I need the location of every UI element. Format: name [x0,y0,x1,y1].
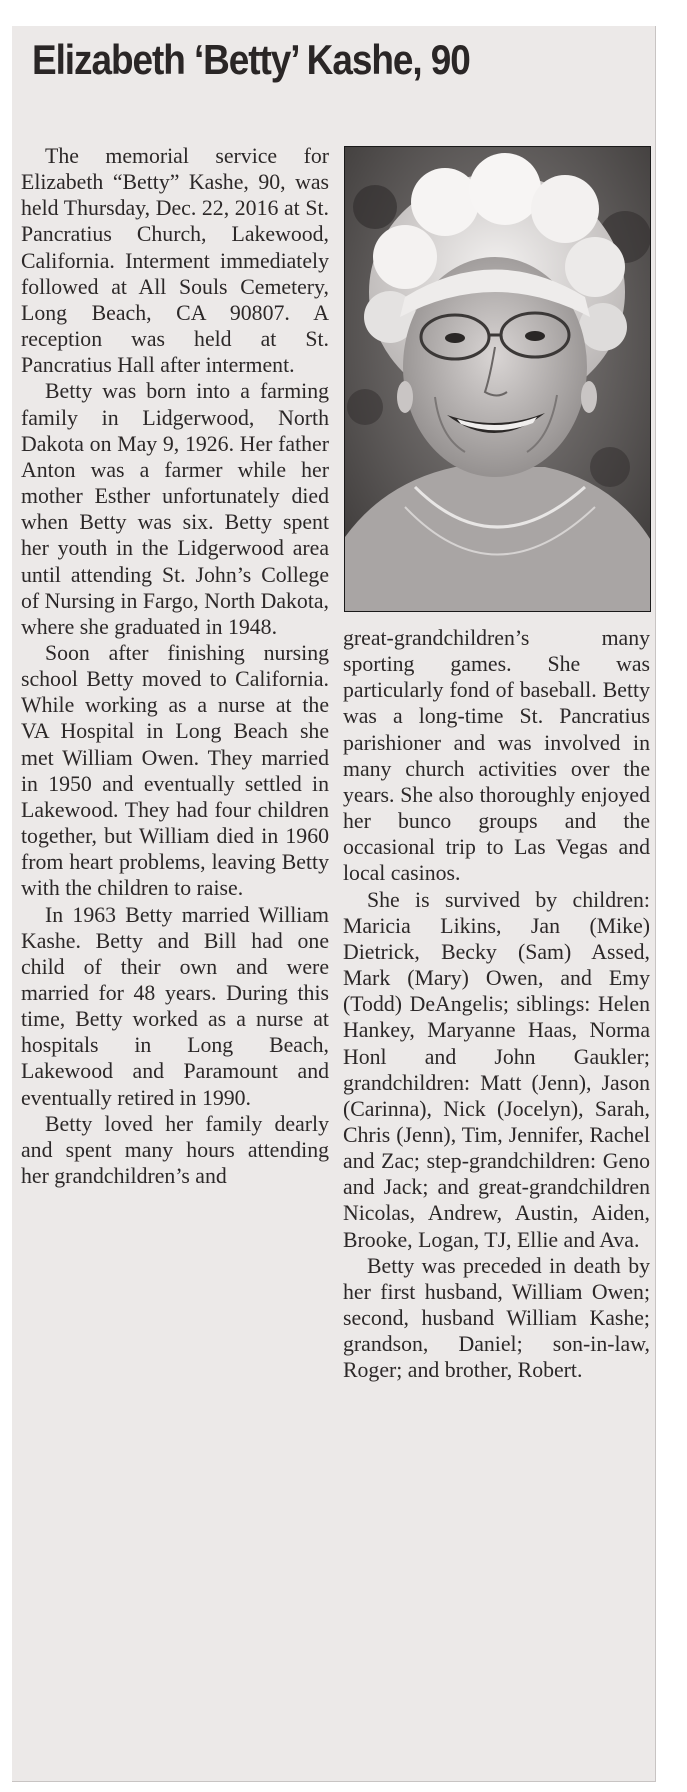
right-column [343,625,650,1384]
paragraph-second-marriage: In 1963 Betty married William Kashe. Betty and Bill had one child of their own and were married for 48 years. During this time, Betty worked as a nurse at hospitals in Long Beach, Lakewood and Paramount and eventually retired in 1990. [21,902,329,1110]
paragraph-family-start: Betty loved her family dearly and spent many hours attending her grandchildren’s and [21,1111,329,1189]
paragraph-memorial-service: The memorial service for Elizabeth “Betty” Kashe, 90, was held Thursday, Dec. 22, 2016 at St. Pancratius Church, Lakewood, California. Interment immediately followed at All Souls Cemetery, Long Beach, CA 90807. A reception was held at St. Pancratius Hall after interment. [21,144,329,378]
paragraph-first-marriage: Soon after finishing nursing school Betty moved to California. While working as a nurse at the VA Hospital in Long Beach she met William Owen. They married in 1950 and eventually settled in Lakewood. They had four children together, but William died in 1960 from heart problems, leaving Betty with the children to raise. [21,640,329,901]
newspaper-clipping [12,26,656,1782]
portrait-photo-icon [345,147,651,612]
paragraph-family-continued: great-grandchildren’s many sporting games. She was particularly fond of baseball. Betty was a long-time St. Pancratius parishioner and was involved in many church activities over the years. She also thoroughly enjoyed her bunco groups and the occasional trip to Las Vegas and local casinos. [343,626,650,886]
paragraph-early-life: Betty was born into a farming family in Lidgerwood, North Dakota on May 9, 1926. Her father Anton was a farmer while her mother Esther unfortunately died when Betty was six. Betty spent her youth in the Lidgerwood area until attending St. John’s College of Nursing in Fargo, North Dakota, where she graduated in 1948. [21,379,329,639]
portrait-photo [344,146,651,612]
left-column [21,143,329,1189]
paragraph-preceded-in-death: Betty was preceded in death by her first husband, William Owen; second, husband William Kashe; grandson, Daniel; son-in-law, Roger; and brother, Robert. [343,1253,650,1383]
headline: Elizabeth ‘Betty’ Kashe, 90 [32,36,470,83]
paragraph-survivors: She is survived by children: Maricia Likins, Jan (Mike) Dietrick, Becky (Sam) Assed, Mark (Mary) Owen, and Emy (Todd) DeAngelis; siblings: Helen Hankey, Maryanne Haas, Norma Honl and John Gaukler; grandchildren: Matt (Jenn), Jason (Carinna), Nick (Jocelyn), Sarah, Chris (Jenn), Tim, Jennifer, Rachel and Zac; step-grandchildren: Geno and Jack; and great-grandchildren Nicolas, Andrew, Austin, Aiden, Brooke, Logan, TJ, Ellie and Ava. [343,887,650,1252]
